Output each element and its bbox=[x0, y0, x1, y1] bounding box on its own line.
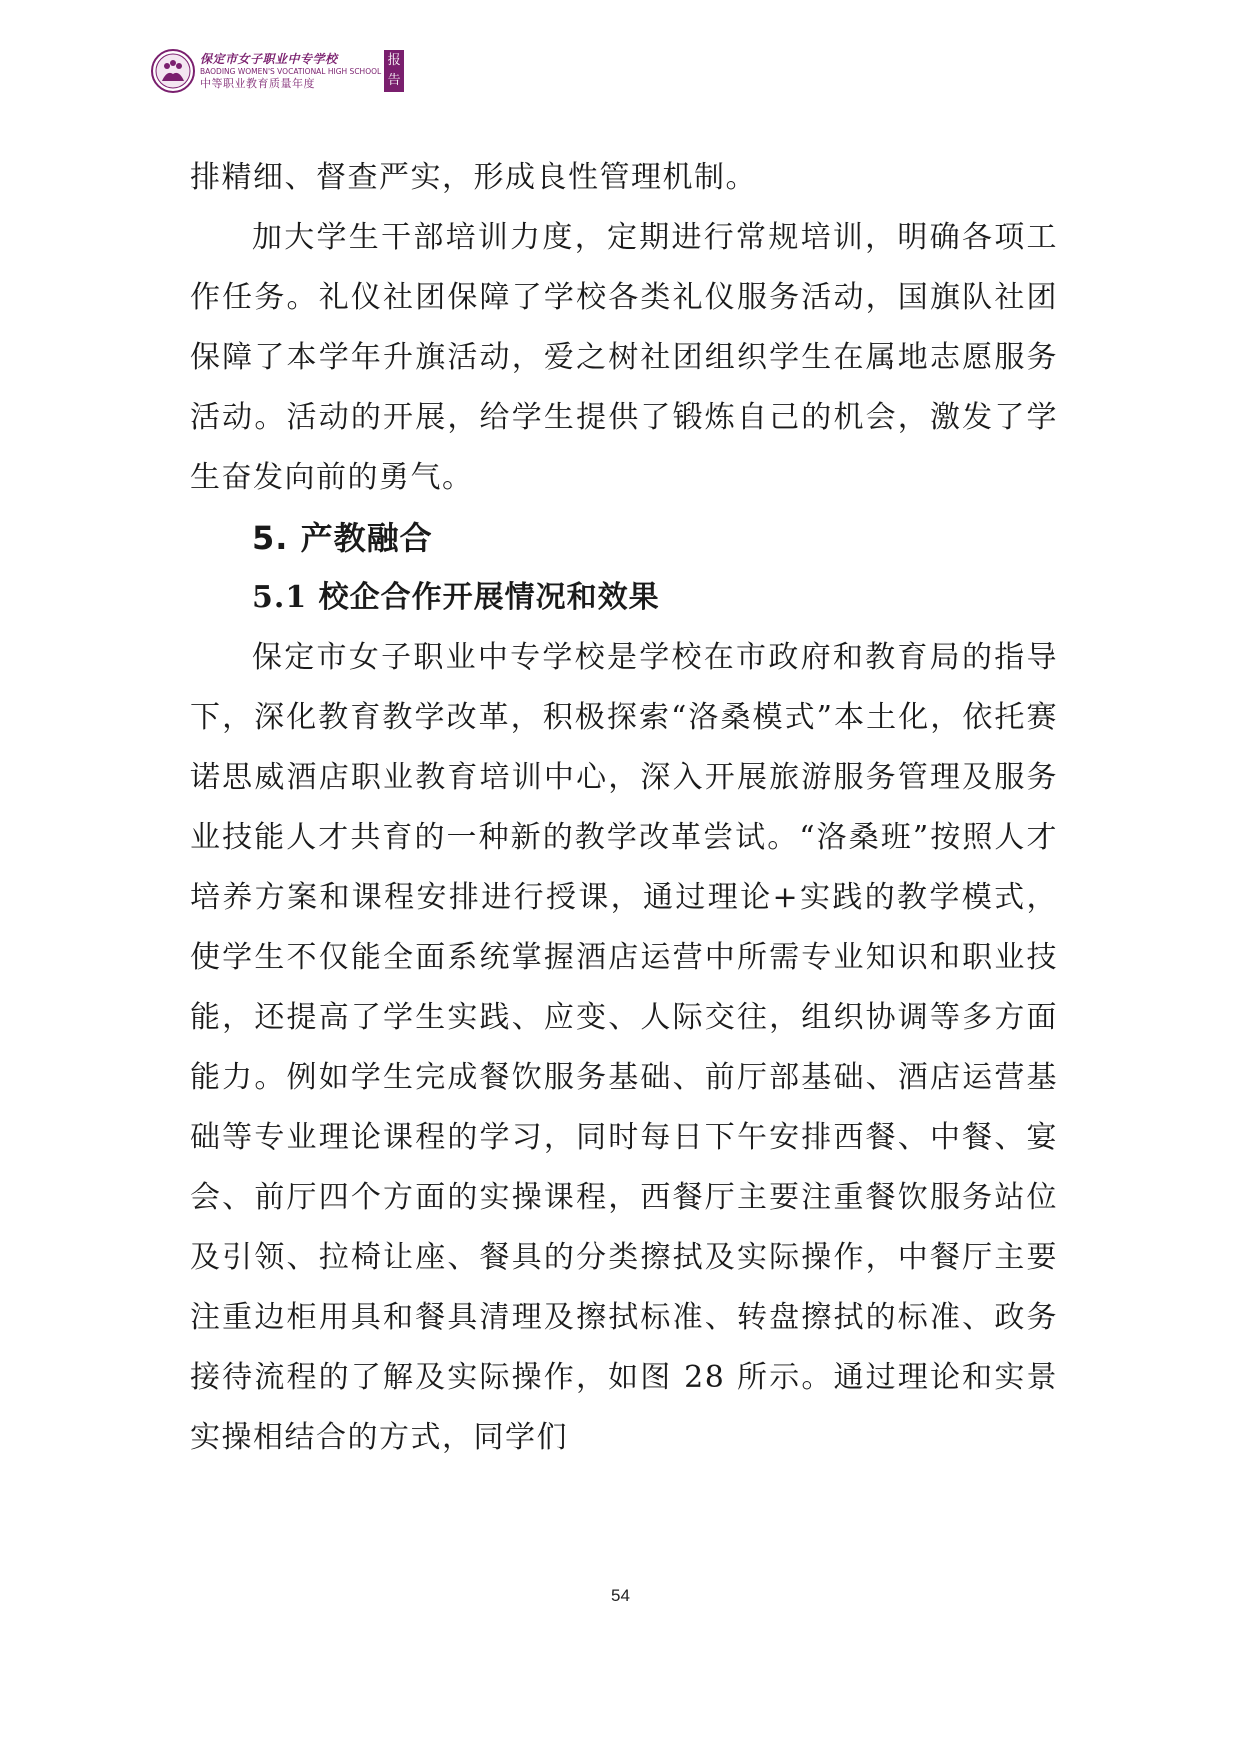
paragraph-school-enterprise: 保定市女子职业中专学校是学校在市政府和教育局的指导下，深化教育教学改革，积极探索“洛桑模式”本土化，依托赛诺思威酒店职业教育培训中心，深入开展旅游服务管理及服务业技能人才共育的一种新的教学改革尝试。“洛桑班”按照人才培养方案和课程安排进行授课，通过理论+实践的教学模式，使学生不仅能全面系统掌握酒店运营中所需专业知识和职业技能，还提高了学生实践、应变、人际交往，组织协调等多方面能力。例如学生完成餐饮服务基础、前厅部基础、酒店运营基础等专业理论课程的学习，同时每日下午安排西餐、中餐、宴会、前厅四个方面的实操课程，西餐厅主要注重餐饮服务站位及引领、拉椅让座、餐具的分类擦拭及实际操作，中餐厅主要注重边柜用具和餐具清理及擦拭标准、转盘擦拭的标准、政务接待流程的了解及实际操作，如图 28 所示。通过理论和实景实操相结合的方式，同学们 bbox=[190, 640, 1058, 1455]
school-name-cn: 保定市女子职业中专学校 bbox=[200, 51, 338, 66]
school-name-en: BAODING WOMEN'S VOCATIONAL HIGH SCHOOL bbox=[200, 66, 382, 76]
school-emblem-icon bbox=[150, 48, 196, 94]
paragraph-student-cadres: 加大学生干部培训力度，定期进行常规培训，明确各项工作任务。礼仪社团保障了学校各类礼仪服务活动，国旗队社团保障了本学年升旗活动，爱之树社团组织学生在属地志愿服务活动。活动的开展，给学生提供了锻炼自己的机会，激发了学生奋发向前的勇气。 bbox=[190, 220, 1058, 495]
report-badge-char-2: 告 bbox=[387, 73, 401, 88]
page-number: 54 bbox=[611, 1586, 630, 1605]
report-badge-char-1: 报 bbox=[387, 53, 401, 68]
document-body bbox=[190, 148, 1058, 1468]
section-heading: 5. 产教融合 bbox=[252, 519, 433, 557]
paragraph-continued: 排精细、督查严实，形成良性管理机制。 bbox=[190, 160, 757, 195]
subsection-heading: 5.1 校企合作开展情况和效果 bbox=[252, 580, 660, 615]
header-text-block bbox=[200, 53, 381, 90]
report-badge bbox=[384, 50, 404, 92]
page-header bbox=[150, 46, 404, 96]
report-title: 中等职业教育质量年度 bbox=[200, 77, 315, 91]
